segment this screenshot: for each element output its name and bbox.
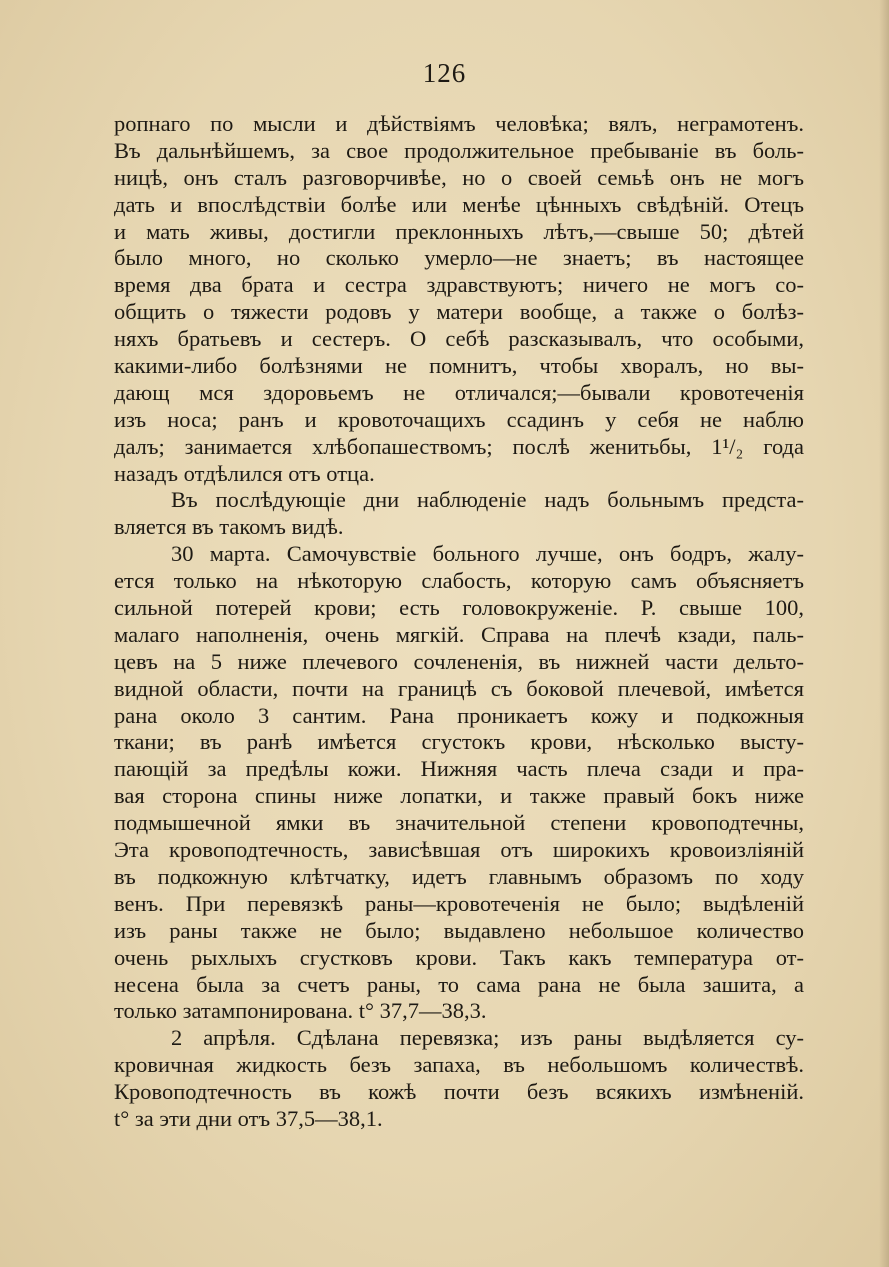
text-line: только затампонирована. t° 37,7—38,3. (114, 998, 487, 1024)
text-line: Кровоподтечность въ кожѣ почти безъ всякихъ измѣненiй. (114, 1079, 804, 1105)
text-line: изъ раны также не было; выдавлено небольшое количество (114, 917, 804, 943)
text-line: малаго наполненiя, очень мягкiй. Справа на плечѣ кзади, паль- (114, 621, 804, 647)
text-line: вая сторона спины ниже лопатки, и также правый бокъ ниже (114, 783, 804, 809)
text-line: несена была за счетъ раны, то сама рана не была зашита, а (114, 971, 804, 997)
body-text (114, 111, 804, 1133)
text-line: сильной потерей крови; есть головокруженiе. P. свыше 100, (114, 595, 804, 621)
text-line: пающiй за предѣлы кожи. Нижняя часть плеча сзади и пра- (114, 756, 804, 782)
text-line: было много, но сколько умерло—не знаетъ; въ настоящее (114, 245, 804, 271)
text-line: дающ мся здоровьемъ не отличался;—бывали кровотеченiя (114, 379, 804, 405)
text-line: кровичная жидкость безъ запаха, въ небольшомъ количествѣ. (114, 1052, 804, 1078)
text-line: въ подкожную клѣтчатку, идетъ главнымъ образомъ по ходу (114, 863, 804, 889)
text-line: цевъ на 5 ниже плечевого сочлененiя, въ нижней части дельто- (114, 648, 804, 674)
text-line: ропнаго по мысли и дѣйствiямъ человѣка; вялъ, неграмотенъ. (114, 111, 804, 136)
text-line: время два брата и сестра здравствуютъ; ничего не могъ со- (114, 272, 804, 298)
text-line: няхъ братьевъ и сестеръ. О себѣ разсказывалъ, что особыми, (114, 326, 804, 352)
text-line: венъ. При перевязкѣ раны—кровотеченiя не было; выдѣленiй (114, 890, 804, 916)
text-line: рана около 3 сантим. Рана проникаетъ кожу и подкожныя (114, 702, 804, 728)
text-line: 2 апрѣля. Сдѣлана перевязка; изъ раны выдѣляется су- (171, 1025, 804, 1051)
text-line: очень рыхлыхъ сгустковъ крови. Такъ какъ температура от- (114, 944, 804, 970)
text-line: ется только на нѣкоторую слабость, которую самъ объясняетъ (114, 568, 804, 594)
text-line: подмышечной ямки въ значительной степени кровоподтечны, (114, 810, 804, 836)
text-line: общить о тяжести родовъ у матери вообще, а также о болѣз- (114, 299, 804, 325)
text-line: t° за эти дни отъ 37,5—38,1. (114, 1105, 383, 1131)
page-edge-shadow (879, 0, 889, 1267)
text-line: дать и впослѣдствiи болѣе или менѣе цѣнныхъ свѣдѣнiй. Отецъ (114, 191, 804, 217)
text-line: изъ носа; ранъ и кровоточащихъ ссадинъ у себя не наблю (114, 406, 804, 432)
text-line: назадъ отдѣлился отъ отца. (114, 460, 375, 486)
text-line: ткани; въ ранѣ имѣется сгустокъ крови, нѣсколько высту- (114, 729, 804, 755)
text-line: Въ дальнѣйшемъ, за свое продолжительное пребыванiе въ боль- (114, 137, 804, 163)
page-number: 126 (422, 58, 467, 88)
text-line: видной области, почти на границѣ съ боковой плечевой, имѣется (114, 675, 804, 701)
text-line: какими-либо болѣзнями не помнитъ, чтобы хворалъ, но вы- (114, 353, 804, 379)
text-line: ницѣ, онъ сталъ разговорчивѣе, но о своей семьѣ онъ не могъ (114, 164, 804, 190)
text-line: Въ послѣдующiе дни наблюденiе надъ больнымъ предста- (171, 487, 804, 513)
text-line: далъ; занимается хлѣбопашествомъ; послѣ женитьбы, 1¹/₂ года (114, 433, 804, 459)
text-line: Эта кровоподтечность, зависѣвшая отъ широкихъ кровоизлiянiй (114, 837, 804, 863)
text-line: и мать живы, достигли преклонныхъ лѣтъ,—свыше 50; дѣтей (114, 218, 804, 244)
text-line: 30 марта. Самочувствiе больного лучше, онъ бодръ, жалу- (171, 541, 804, 567)
text-line: вляется въ такомъ видѣ. (114, 514, 344, 540)
